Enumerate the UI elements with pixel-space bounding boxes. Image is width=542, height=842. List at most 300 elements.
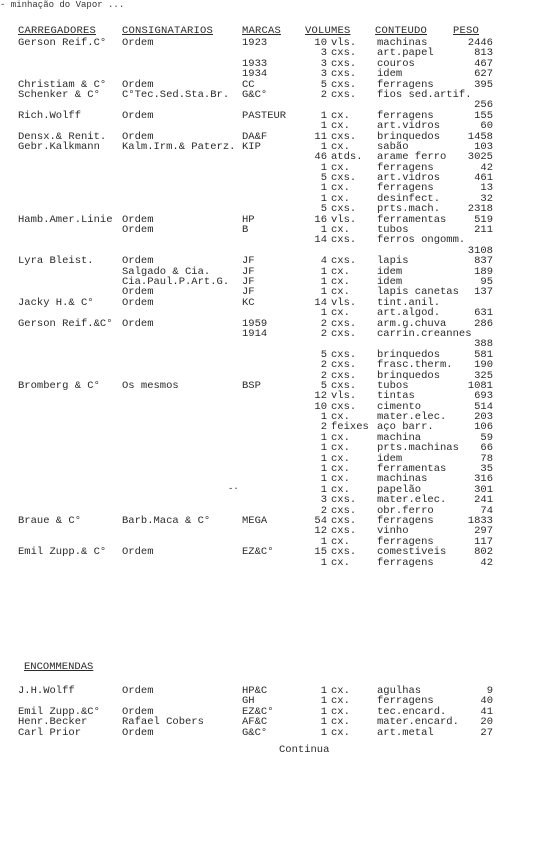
shipper-cell: Jacky H.& C°: [18, 296, 94, 309]
contents-cell: art.algod.: [377, 307, 441, 320]
contents-cell: mater.elec.: [377, 494, 447, 507]
shipper-cell: Emil Zupp.&C°: [18, 705, 100, 718]
table-row: [0, 111, 542, 121]
table-row: [0, 516, 542, 526]
volume-unit-cell: cx.: [331, 411, 350, 424]
weight-cell: 189: [474, 265, 493, 278]
contents-cell: comestiveis: [377, 546, 447, 559]
volume-count-cell: 12: [314, 525, 327, 538]
table-row: [0, 350, 542, 360]
volume-count-cell: 2: [320, 88, 327, 101]
contents-cell: idem: [377, 265, 403, 278]
table-row: [0, 485, 542, 495]
weight-cell: 66: [480, 442, 493, 455]
volume-count-cell: 1: [320, 224, 327, 237]
contents-cell: prts.mach.: [377, 203, 441, 216]
weight-cell: 2318: [467, 203, 493, 216]
table-row: [0, 558, 542, 568]
contents-cell: brinquedos: [377, 369, 441, 382]
weight-cell: 211: [474, 224, 493, 237]
volume-count-cell: 5: [320, 203, 327, 216]
table-row: [0, 474, 542, 484]
header-marks: MARCAS: [242, 25, 282, 37]
weight-cell: 155: [474, 109, 493, 122]
mark-cell: HP&C: [242, 685, 268, 697]
contents-cell: tec.encard.: [377, 705, 447, 718]
consignee-cell: Barb.Maca & C°: [122, 514, 211, 527]
consignee-cell: Ordem: [122, 726, 154, 739]
volume-count-cell: 3: [320, 68, 327, 81]
shipper-cell: Bromberg & C°: [18, 379, 100, 392]
shipper-cell: Carl Prior: [18, 726, 82, 739]
contents-cell: fios sed.artif.: [377, 88, 472, 101]
mark-cell: EZ&C°: [242, 546, 274, 559]
volume-unit-cell: vls.: [331, 213, 357, 226]
contents-cell: ferramentas: [377, 213, 447, 226]
contents-cell: ferragens: [377, 109, 434, 122]
volume-unit-cell: cxs.: [331, 400, 357, 413]
weight-cell: 301: [474, 483, 493, 496]
weight-cell: 693: [474, 390, 493, 403]
volume-unit-cell: cx.: [331, 307, 350, 320]
contents-cell: lapis: [377, 255, 409, 268]
volume-unit-cell: vls.: [331, 296, 357, 309]
weight-cell: 627: [474, 68, 493, 81]
margin-dash: -·: [228, 484, 239, 494]
volume-count-cell: 5: [320, 172, 327, 185]
weight-cell: 106: [474, 421, 493, 434]
encommendas-table: [0, 686, 542, 738]
mark-cell: JF: [242, 265, 255, 278]
volume-unit-cell: cxs.: [331, 359, 357, 372]
weight-cell: 117: [474, 535, 493, 548]
consignee-cell: Ordem: [122, 130, 154, 143]
shipper-cell: Gerson Reif.&C°: [18, 317, 113, 330]
mark-cell: 1959: [242, 317, 268, 330]
table-row: [0, 308, 542, 318]
volume-unit-cell: cxs.: [331, 78, 357, 91]
mark-cell: G&C°: [242, 88, 268, 101]
contents-cell: idem: [377, 68, 403, 81]
contents-cell: idem: [377, 275, 403, 288]
volume-count-cell: 2: [320, 359, 327, 372]
volume-count-cell: 1: [320, 161, 327, 174]
shipper-cell: Henr.Becker: [18, 716, 88, 729]
volume-unit-cell: cx.: [331, 192, 350, 205]
shipper-cell: Christiam & C°: [18, 78, 107, 91]
volume-unit-cell: cxs.: [331, 546, 357, 559]
mark-cell: 1914: [242, 327, 268, 340]
consignee-cell: C°Tec.Sed.Sta.Br.: [122, 88, 230, 101]
weight-cell: 286: [474, 317, 493, 330]
weight-cell: 802: [474, 546, 493, 559]
contents-cell: tubos: [377, 224, 409, 237]
mark-cell: G&C°: [242, 726, 268, 739]
contents-cell: sabão: [377, 140, 409, 153]
table-row: [0, 256, 542, 266]
mark-cell: HP: [242, 213, 255, 226]
volume-unit-cell: cxs.: [331, 514, 357, 527]
weight-cell: 297: [474, 525, 493, 538]
consignee-cell: Ordem: [122, 705, 154, 718]
top-line: - minhação do Vapor ...: [0, 0, 125, 10]
volume-unit-cell: cx.: [331, 695, 350, 708]
table-row: [0, 360, 542, 370]
table-row: [0, 443, 542, 453]
contents-cell: ferramentas: [377, 463, 447, 476]
weight-cell: 74: [480, 504, 493, 517]
volume-unit-cell: cxs.: [331, 348, 357, 361]
table-row: [0, 495, 542, 505]
consignee-cell: Ordem: [122, 78, 154, 91]
volume-unit-cell: cxs.: [331, 369, 357, 382]
volume-count-cell: 1: [320, 431, 327, 444]
contents-cell: mater.encard.: [377, 716, 459, 729]
volume-unit-cell: cx.: [331, 120, 350, 133]
volume-unit-cell: cx.: [331, 726, 350, 739]
volume-count-cell: 5: [320, 78, 327, 91]
contents-cell: art.vidros: [377, 172, 441, 185]
weight-cell: 395: [474, 78, 493, 91]
weight-cell: 241: [474, 494, 493, 507]
volume-count-cell: 10: [314, 37, 327, 49]
volume-count-cell: 11: [314, 130, 327, 143]
volume-count-cell: 10: [314, 400, 327, 413]
table-row: [0, 235, 542, 245]
weight-cell: 581: [474, 348, 493, 361]
table-row: [0, 298, 542, 308]
footer-continua: Continua: [279, 744, 330, 756]
volume-unit-cell: vls.: [331, 390, 357, 403]
weight-cell: 103: [474, 140, 493, 153]
table-row: [0, 142, 542, 152]
table-row: [0, 163, 542, 173]
contents-cell: tubos: [377, 379, 409, 392]
table-row: [0, 194, 542, 204]
volume-unit-cell: cxs.: [331, 68, 357, 81]
mark-cell: 1933: [242, 57, 268, 70]
contents-cell: carrin.creannes: [377, 327, 472, 340]
table-row: [0, 59, 542, 69]
table-row: [0, 38, 542, 48]
volume-count-cell: 1: [320, 473, 327, 486]
volume-unit-cell: cxs.: [331, 172, 357, 185]
volume-count-cell: 1: [320, 307, 327, 320]
contents-cell: aço barr.: [377, 421, 434, 434]
volume-unit-cell: cx.: [331, 161, 350, 174]
weight-cell: 78: [480, 452, 493, 465]
volume-unit-cell: cx.: [331, 716, 350, 729]
contents-cell: agulhas: [377, 685, 422, 697]
contents-cell: ferragens: [377, 556, 434, 569]
shipper-cell: Gerson Reif.C°: [18, 37, 107, 49]
contents-cell: prts.machinas: [377, 442, 459, 455]
volume-unit-cell: cxs.: [331, 379, 357, 392]
contents-cell: arm.g.chuva: [377, 317, 447, 330]
consignee-cell: Ordem: [122, 296, 154, 309]
weight-cell: 325: [474, 369, 493, 382]
shipper-cell: Hamb.Amer.Linie: [18, 213, 113, 226]
table-row: [0, 686, 542, 696]
weight-cell: 60: [480, 120, 493, 133]
consignee-cell: Ordem: [122, 255, 154, 268]
volume-count-cell: 1: [320, 275, 327, 288]
mark-cell: B: [242, 224, 249, 237]
volume-unit-cell: cx.: [331, 535, 350, 548]
volume-unit-cell: cxs.: [331, 317, 357, 330]
contents-cell: obr.ferro: [377, 504, 434, 517]
consignee-cell: Ordem: [122, 224, 154, 237]
weight-cell: 1081: [467, 379, 493, 392]
volume-unit-cell: cxs.: [331, 494, 357, 507]
volume-count-cell: 12: [314, 390, 327, 403]
volume-count-cell: 1: [320, 535, 327, 548]
volume-unit-cell: cx.: [331, 473, 350, 486]
weight-cell: 95: [480, 275, 493, 288]
contents-cell: art.vidros: [377, 120, 441, 133]
table-row: [0, 728, 542, 738]
weight-cell: 1833: [467, 514, 493, 527]
weight-cell: 137: [474, 286, 493, 299]
volume-unit-cell: cx.: [331, 182, 350, 195]
volume-unit-cell: cx.: [331, 452, 350, 465]
contents-cell: cimento: [377, 400, 422, 413]
consignee-cell: Rafael Cobers: [122, 716, 204, 729]
mark-cell: KC: [242, 296, 255, 309]
weight-cell: 9: [486, 685, 493, 697]
volume-count-cell: 1: [320, 182, 327, 195]
volume-unit-cell: vls.: [331, 37, 357, 49]
volume-count-cell: 1: [320, 411, 327, 424]
contents-cell: brinquedos: [377, 348, 441, 361]
volume-count-cell: 3: [320, 494, 327, 507]
table-row: [0, 48, 542, 58]
consignee-cell: Kalm.Irm.& Paterz.: [122, 140, 236, 153]
volume-unit-cell: cx.: [331, 705, 350, 718]
volume-unit-cell: cx.: [331, 286, 350, 299]
weight-cell: 13: [480, 182, 493, 195]
consignee-cell: Ordem: [122, 37, 154, 49]
volume-unit-cell: cxs.: [331, 203, 357, 216]
volume-count-cell: 1: [320, 452, 327, 465]
contents-cell: mater.elec.: [377, 411, 447, 424]
table-row: [0, 152, 542, 162]
weight-cell: 519: [474, 213, 493, 226]
shipper-cell: Emil Zupp.& C°: [18, 546, 107, 559]
shipper-cell: Densx.& Renit.: [18, 130, 107, 143]
contents-cell: couros: [377, 57, 415, 70]
weight-cell: 42: [480, 556, 493, 569]
volume-unit-cell: cxs.: [331, 327, 357, 340]
header-volumes: VOLUMES: [305, 25, 351, 37]
consignee-cell: Ordem: [122, 685, 154, 697]
header-weight: PESO: [453, 25, 480, 37]
contents-cell: desinfect.: [377, 192, 441, 205]
volume-unit-cell: feixes: [331, 421, 369, 434]
mark-cell: 1934: [242, 68, 268, 81]
table-row: [0, 454, 542, 464]
contents-cell: ferros ongomm.: [377, 234, 466, 247]
volume-unit-cell: atds.: [331, 151, 363, 164]
consignee-cell: Ordem: [122, 286, 154, 299]
volume-count-cell: 1: [320, 265, 327, 278]
volume-count-cell: 1: [320, 109, 327, 122]
volume-unit-cell: cx.: [331, 109, 350, 122]
volume-count-cell: 14: [314, 234, 327, 247]
weight-cell: 40: [480, 695, 493, 708]
mark-cell: CC: [242, 78, 255, 91]
volume-count-cell: 1: [320, 685, 327, 697]
contents-cell: ferragens: [377, 78, 434, 91]
table-row: [0, 547, 542, 557]
weight-cell: 388: [474, 338, 493, 351]
table-row: [0, 391, 542, 401]
consignee-cell: Ordem: [122, 546, 154, 559]
volume-unit-cell: cx.: [331, 556, 350, 569]
header-consignee: CONSIGNATARIOS: [122, 25, 214, 37]
header-contents: CONTEUDO: [375, 25, 428, 37]
volume-count-cell: 3: [320, 47, 327, 60]
consignee-cell: Salgado & Cia.: [122, 265, 211, 278]
table-row: [0, 173, 542, 183]
contents-cell: ferragens: [377, 514, 434, 527]
table-row: [0, 329, 542, 339]
table-row: [0, 506, 542, 516]
weight-cell: 1458: [467, 130, 493, 143]
contents-cell: ferragens: [377, 182, 434, 195]
weight-cell: 514: [474, 400, 493, 413]
weight-cell: 3108: [467, 244, 493, 257]
shipper-cell: J.H.Wolff: [18, 685, 75, 697]
volume-unit-cell: cx.: [331, 265, 350, 278]
contents-cell: art.papel: [377, 47, 434, 60]
contents-cell: machinas: [377, 473, 428, 486]
volume-unit-cell: cx.: [331, 442, 350, 455]
table-row: [0, 402, 542, 412]
table-row: [0, 526, 542, 536]
table-row: [0, 433, 542, 443]
volume-unit-cell: cxs.: [331, 234, 357, 247]
volume-count-cell: 1: [320, 442, 327, 455]
mark-cell: BSP: [242, 379, 261, 392]
table-row: [0, 717, 542, 727]
contents-cell: brinquedos: [377, 130, 441, 143]
consignee-cell: Ordem: [122, 317, 154, 330]
volume-unit-cell: cx.: [331, 140, 350, 153]
volume-count-cell: 1: [320, 140, 327, 153]
table-row: [0, 69, 542, 79]
volume-count-cell: 1: [320, 463, 327, 476]
volume-unit-cell: cx.: [331, 685, 350, 697]
volume-count-cell: 1: [320, 556, 327, 569]
shipper-cell: Gebr.Kalkmann: [18, 140, 100, 153]
weight-cell: 837: [474, 255, 493, 268]
contents-cell: arame ferro: [377, 151, 447, 164]
volume-count-cell: 16: [314, 213, 327, 226]
weight-cell: 467: [474, 57, 493, 70]
volume-count-cell: 1: [320, 716, 327, 729]
contents-cell: ferragens: [377, 695, 434, 708]
contents-cell: ferragens: [377, 161, 434, 174]
volume-unit-cell: cx.: [331, 275, 350, 288]
volume-count-cell: 1: [320, 286, 327, 299]
header-shipper: CARREGADORES: [18, 25, 97, 37]
contents-cell: vinho: [377, 525, 409, 538]
weight-cell: 631: [474, 307, 493, 320]
table-row: [0, 339, 542, 349]
volume-unit-cell: cxs.: [331, 504, 357, 517]
weight-cell: 203: [474, 411, 493, 424]
shipper-cell: Braue & C°: [18, 514, 82, 527]
volume-count-cell: 3: [320, 57, 327, 70]
weight-cell: 27: [480, 726, 493, 739]
volume-count-cell: 1: [320, 695, 327, 708]
weight-cell: 190: [474, 359, 493, 372]
contents-cell: machina: [377, 431, 422, 444]
mark-cell: GH: [242, 695, 255, 708]
volume-count-cell: 2: [320, 369, 327, 382]
weight-cell: 59: [480, 431, 493, 444]
weight-cell: 2446: [467, 37, 493, 49]
mark-cell: DA&F: [242, 130, 268, 143]
volume-count-cell: 5: [320, 348, 327, 361]
mark-cell: KIP: [242, 140, 261, 153]
table-row: [0, 121, 542, 131]
volume-count-cell: 1: [320, 120, 327, 133]
shipper-cell: Rich.Wolff: [18, 109, 82, 122]
volume-count-cell: 2: [320, 317, 327, 330]
volume-count-cell: 1: [320, 483, 327, 496]
weight-cell: 35: [480, 463, 493, 476]
weight-cell: 41: [480, 705, 493, 718]
volume-unit-cell: cxs.: [331, 130, 357, 143]
weight-cell: 256: [474, 99, 493, 112]
section-title: ENCOMMENDAS: [24, 661, 94, 673]
table-row: [0, 277, 542, 287]
consignee-cell: Ordem: [122, 213, 154, 226]
volume-unit-cell: cx.: [331, 463, 350, 476]
mark-cell: JF: [242, 275, 255, 288]
table-row: [0, 381, 542, 391]
contents-cell: idem: [377, 452, 403, 465]
contents-cell: ferragens: [377, 535, 434, 548]
volume-unit-cell: cxs.: [331, 57, 357, 70]
volume-count-cell: 15: [314, 546, 327, 559]
volume-unit-cell: cxs.: [331, 525, 357, 538]
volume-count-cell: 14: [314, 296, 327, 309]
contents-cell: lapis canetas: [377, 286, 459, 299]
mark-cell: PASTEUR: [242, 109, 287, 122]
contents-cell: tintas: [377, 390, 415, 403]
table-row: [0, 267, 542, 277]
shipper-cell: Schenker & C°: [18, 88, 100, 101]
consignee-cell: Cia.Paul.P.Art.G.: [122, 275, 230, 288]
table-row: [0, 215, 542, 225]
contents-cell: frasc.therm.: [377, 359, 453, 372]
table-row: [0, 90, 542, 100]
volume-unit-cell: cxs.: [331, 255, 357, 268]
volume-unit-cell: cxs.: [331, 88, 357, 101]
weight-cell: 42: [480, 161, 493, 174]
table-row: [0, 183, 542, 193]
table-row: [0, 464, 542, 474]
volume-count-cell: 2: [320, 504, 327, 517]
volume-count-cell: 4: [320, 255, 327, 268]
weight-cell: 316: [474, 473, 493, 486]
volume-count-cell: 46: [314, 151, 327, 164]
volume-count-cell: 2: [320, 327, 327, 340]
contents-cell: art.metal: [377, 726, 434, 739]
